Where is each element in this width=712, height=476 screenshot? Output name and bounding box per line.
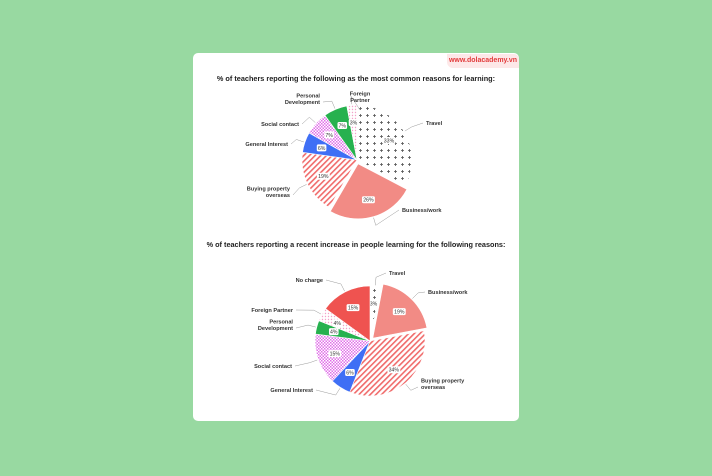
watermark-badge: www.dolacademy.vn	[447, 54, 519, 68]
percent-label: 3%	[369, 301, 378, 308]
percent-label: 33%	[383, 138, 395, 145]
leader-line	[412, 292, 425, 299]
pie-slice-group	[373, 284, 469, 338]
leader-line	[375, 273, 386, 285]
leader-line	[316, 388, 340, 395]
category-label: Social contact	[254, 364, 292, 370]
percent-label: 6%	[317, 145, 326, 152]
percent-label: 19%	[318, 174, 329, 181]
category-label: General Interest	[270, 388, 313, 394]
percent-label: 4%	[330, 329, 338, 336]
category-label: Social contact	[261, 122, 299, 128]
leader-line	[326, 280, 345, 291]
category-label: Business/work	[428, 290, 468, 296]
category-label: Buying property overseas	[246, 186, 290, 199]
leader-line	[293, 184, 307, 195]
category-label: Travel	[389, 271, 406, 277]
leader-line	[296, 325, 316, 328]
leader-line	[302, 117, 315, 124]
percent-label: 15%	[329, 351, 341, 358]
leader-line	[296, 310, 321, 314]
percent-label: 3%	[349, 120, 358, 127]
category-label: Foreign Partner	[349, 91, 371, 104]
category-label: Business/work	[402, 208, 442, 214]
chart-2-title: % of teachers reporting a recent increase in people learning for the following reasons:	[206, 240, 506, 249]
category-label: Personal Development	[284, 93, 320, 106]
category-label: Foreign Partner	[251, 308, 293, 314]
category-label: Personal Development	[257, 319, 293, 332]
leader-line	[291, 139, 304, 144]
percent-label: 7%	[338, 123, 347, 130]
category-label: Buying property overseas	[421, 378, 465, 391]
percent-label: 7%	[325, 132, 333, 139]
percent-label: 15%	[347, 305, 359, 312]
chart-1-title: % of teachers reporting the following as the most common reasons for learning:	[216, 74, 496, 83]
leader-line	[405, 123, 423, 131]
category-label: No charge	[295, 278, 323, 284]
percent-label: 34%	[388, 367, 400, 374]
category-label: General Interest	[245, 142, 288, 148]
leader-line	[295, 360, 317, 366]
percent-label: 26%	[363, 197, 374, 204]
leader-line	[323, 101, 335, 108]
category-label: Travel	[426, 121, 443, 127]
leader-line	[406, 384, 418, 390]
percent-label: 4%	[333, 320, 341, 327]
percent-label: 6%	[346, 370, 354, 377]
percent-label: 19%	[394, 309, 405, 316]
